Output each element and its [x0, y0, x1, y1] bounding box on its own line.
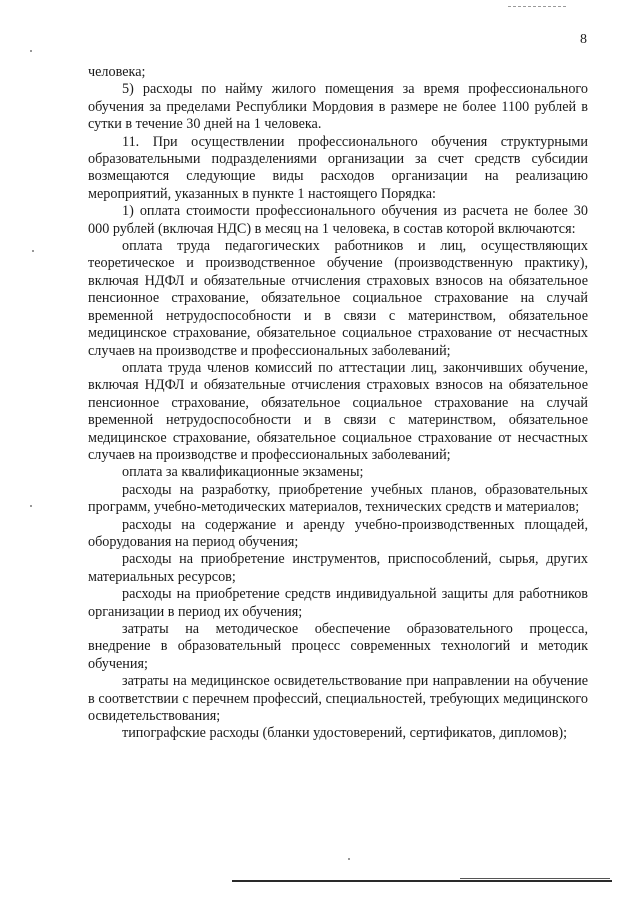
paragraph: 11. При осуществлении профессионального обучения структурными образовательными подразделениями организации за счет средств субсидии возмещаются следующие виды расходов организации на реализацию мероприятий, указанных в пункте 1 настоящего Порядка:: [88, 133, 588, 202]
document-body: [88, 64, 588, 743]
scan-top-mark: [508, 6, 566, 8]
paragraph: затраты на медицинское освидетельствование при направлении на обучение в соответствии с перечнем профессий, специальностей, требующих медицинского освидетельствования;: [88, 673, 588, 725]
scan-bottom-edge: [460, 878, 610, 879]
scan-bottom-edge: [232, 880, 612, 882]
scan-speck: [348, 858, 350, 860]
paragraph: расходы на содержание и аренду учебно-производственных площадей, оборудования на период обучения;: [88, 516, 588, 550]
paragraph: расходы на приобретение инструментов, приспособлений, сырья, других материальных ресурсов;: [88, 551, 588, 585]
scan-speck: [30, 50, 32, 52]
paragraph: оплата труда членов комиссий по аттестации лиц, закончивших обучение, включая НДФЛ и обязательные отчисления страховых взносов на обязательное пенсионное страхование, обязательное социальное страхование на случай временной нетрудоспособности и в связи с материнством, обязательное медицинское страхование, обязательное социальное страхование от несчастных случаев на производстве и профессиональных заболеваний;: [88, 359, 588, 463]
scan-speck: [30, 505, 32, 507]
paragraph: 5) расходы по найму жилого помещения за время профессионального обучения за пределами Республики Мордовия в размере не более 1100 рублей в сутки в течение 30 дней на 1 человека.: [88, 81, 588, 133]
paragraph: расходы на разработку, приобретение учебных планов, образовательных программ, учебно-методических материалов, технических средств и материалов;: [88, 481, 588, 516]
paragraph: оплата за квалификационные экзамены;: [122, 464, 364, 481]
paragraph: расходы на приобретение средств индивидуальной защиты для работников организации в период их обучения;: [88, 586, 588, 620]
page-number: 8: [580, 32, 587, 47]
paragraph: затраты на методическое обеспечение образовательного процесса, внедрение в образовательный процесс современных технологий и методик обучения;: [88, 621, 588, 672]
paragraph: типографские расходы (бланки удостоверений, сертификатов, дипломов);: [122, 725, 568, 742]
paragraph: 1) оплата стоимости профессионального обучения из расчета не более 30 000 рублей (включая НДС) в месяц на 1 человека, в состав которой включаются:: [88, 203, 588, 237]
paragraph: человека;: [88, 64, 146, 80]
scan-speck: [32, 250, 34, 252]
paragraph: оплата труда педагогических работников и лиц, осуществляющих теоретическое и производственное обучение (производственную практику), включая НДФЛ и обязательные отчисления страховых взносов на обязательное пенсионное страхование, обязательное социальное страхование на случай временной нетрудоспособности и в связи с материнством, обязательное медицинское страхование, обязательное социальное страхование от несчастных случаев на производстве и профессиональных заболеваний;: [88, 238, 588, 359]
